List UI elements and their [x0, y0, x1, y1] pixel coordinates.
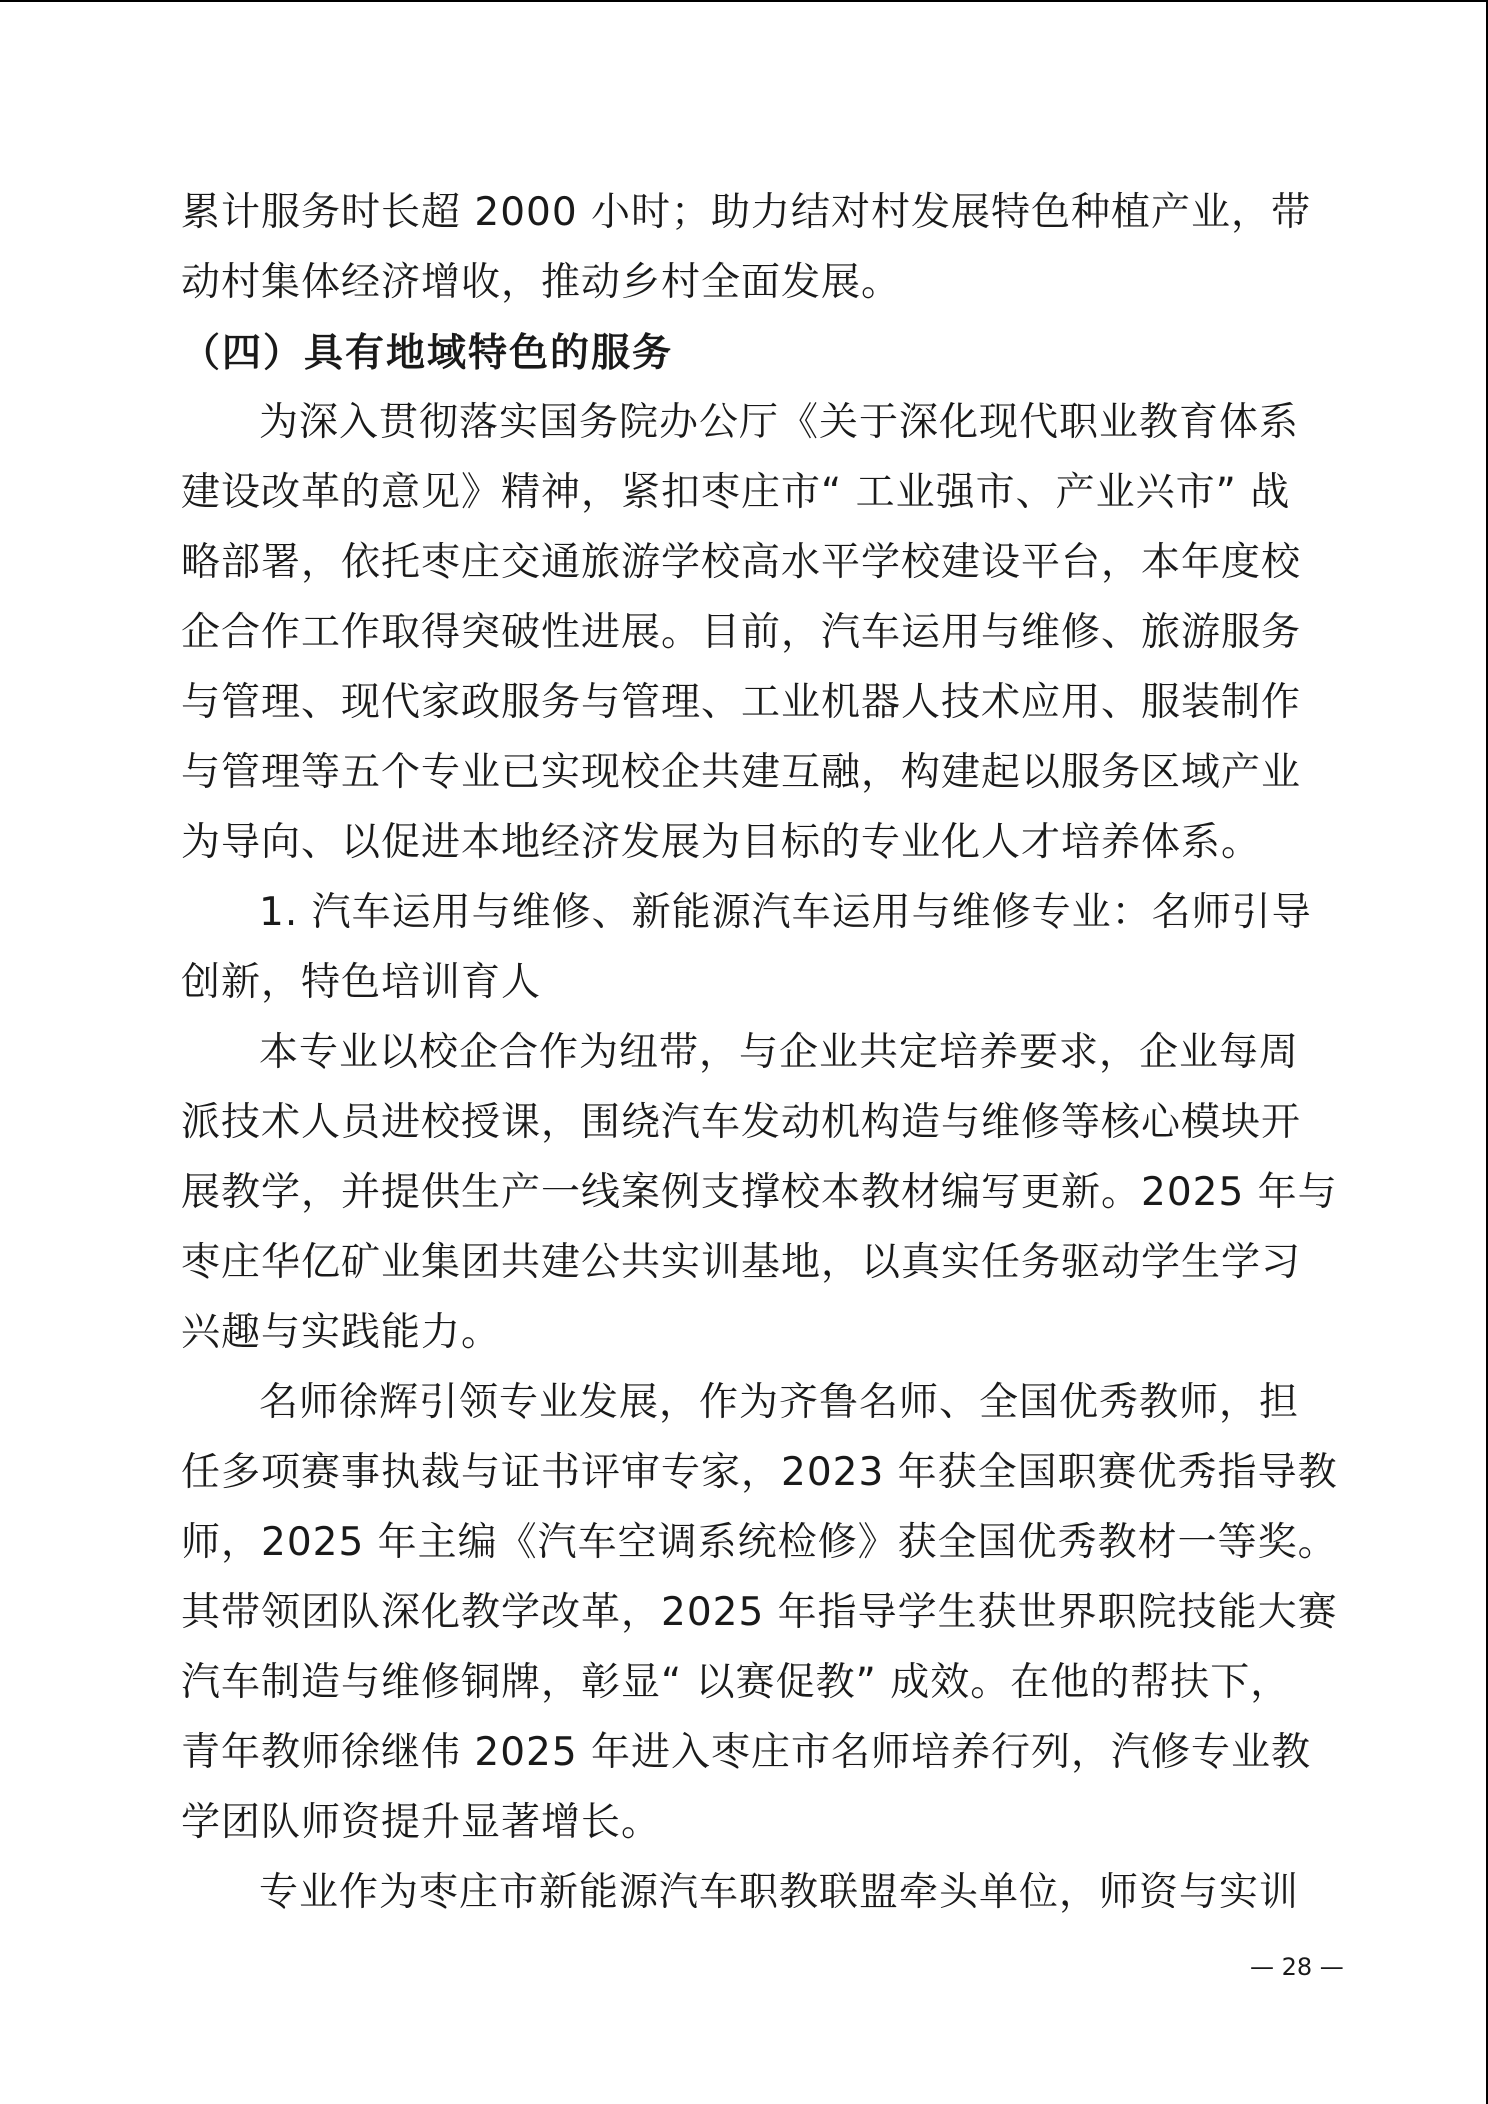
text-line: 师，2025 年主编《汽车空调系统检修》获全国优秀教材一等奖。	[181, 1520, 1338, 1565]
paragraph-start-line: 为深入贯彻落实国务院办公厅《关于深化现代职业教育体系	[259, 400, 1300, 445]
text-line: 任多项赛事执裁与证书评审专家，2023 年获全国职赛优秀指导教	[181, 1450, 1338, 1495]
text-line: 青年教师徐继伟 2025 年进入枣庄市名师培养行列，汽修专业教	[181, 1730, 1312, 1775]
text-line: 汽车制造与维修铜牌，彰显“ 以赛促教” 成效。在他的帮扶下，	[181, 1660, 1291, 1705]
paragraph-start-line: 本专业以校企合作为纽带，与企业共定培养要求，企业每周	[259, 1030, 1300, 1075]
section-heading: （四）具有地域特色的服务	[181, 330, 674, 376]
text-line: 学团队师资提升显著增长。	[181, 1800, 662, 1845]
page-top-border	[0, 0, 1488, 2]
paragraph-start-line: 专业作为枣庄市新能源汽车职教联盟牵头单位，师资与实训	[259, 1870, 1300, 1915]
text-line: 为导向、以促进本地经济发展为目标的专业化人才培养体系。	[181, 820, 1262, 865]
text-line: 展教学，并提供生产一线案例支撑校本教材编写更新。2025 年与	[181, 1170, 1338, 1215]
subsection-title-line: 创新，特色培训育人	[181, 960, 542, 1005]
text-line: 枣庄华亿矿业集团共建公共实训基地，以真实任务驱动学生学习	[181, 1240, 1302, 1285]
text-line: 兴趣与实践能力。	[181, 1310, 502, 1355]
text-line: 建设改革的意见》精神，紧扣枣庄市“ 工业强市、产业兴市” 战	[181, 470, 1291, 515]
page-number: — 28 —	[1250, 1953, 1344, 1981]
text-line: 企合作工作取得突破性进展。目前，汽车运用与维修、旅游服务	[181, 610, 1302, 655]
text-line: 其带领团队深化教学改革，2025 年指导学生获世界职院技能大赛	[181, 1590, 1338, 1635]
document-body	[181, 178, 1338, 1928]
text-line: 动村集体经济增收，推动乡村全面发展。	[181, 260, 902, 305]
text-line: 略部署，依托枣庄交通旅游学校高水平学校建设平台，本年度校	[181, 540, 1302, 585]
text-line: 派技术人员进校授课，围绕汽车发动机构造与维修等核心模块开	[181, 1100, 1302, 1145]
paragraph-start-line: 名师徐辉引领专业发展，作为齐鲁名师、全国优秀教师，担	[259, 1380, 1300, 1425]
subsection-title-line: 1. 汽车运用与维修、新能源汽车运用与维修专业：名师引导	[259, 890, 1312, 935]
text-line: 与管理、现代家政服务与管理、工业机器人技术应用、服装制作	[181, 680, 1302, 725]
text-line: 与管理等五个专业已实现校企共建互融，构建起以服务区域产业	[181, 750, 1302, 795]
text-line: 累计服务时长超 2000 小时；助力结对村发展特色种植产业，带	[181, 190, 1312, 235]
